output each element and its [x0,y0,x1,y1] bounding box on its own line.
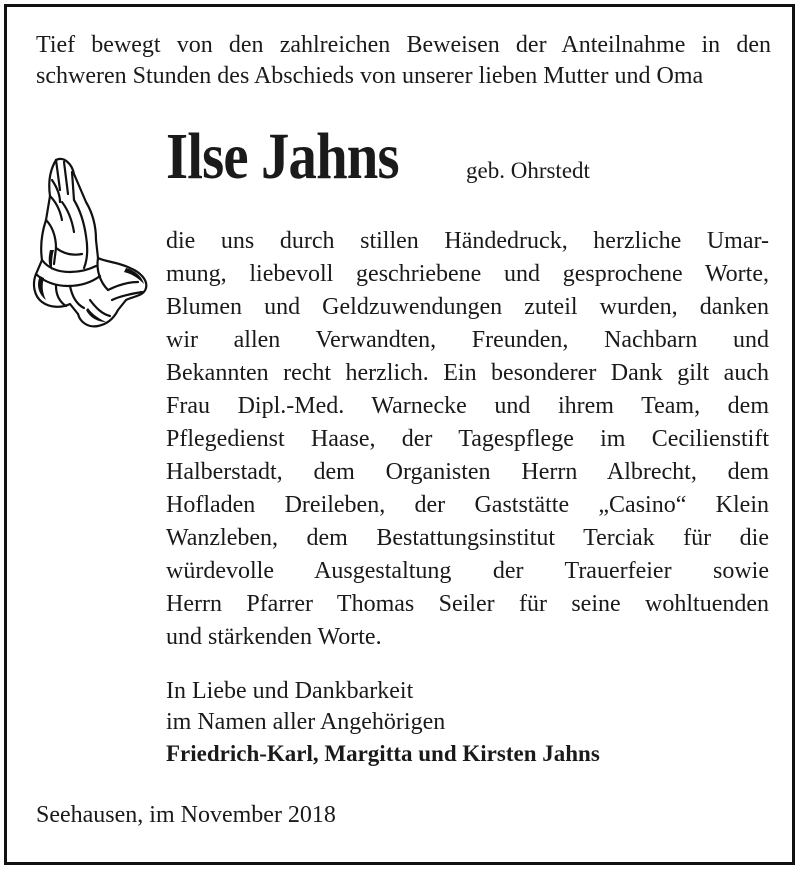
thanks-line: und stärkenden Worte. [166,624,382,650]
thanks-line: Bekannten recht herzlich. Ein besonderer Dank gilt auch [166,360,769,386]
thanks-line: Halberstadt, dem Organisten Herrn Albrecht, dem [166,459,769,485]
place-date: Seehausen, im November 2018 [36,802,336,828]
thanks-line: mung, liebevoll geschriebene und gesprochene Worte, [166,261,769,287]
thanks-line: die uns durch stillen Händedruck, herzliche Umar- [166,228,769,254]
closing-line: In Liebe und Dankbarkeit [166,678,414,704]
signers: Friedrich-Karl, Margitta und Kirsten Jahns [166,741,600,766]
birth-name: geb. Ohrstedt [466,158,590,183]
thanks-line: Blumen und Geldzuwendungen zuteil wurden, danken [166,294,769,320]
thanks-line: Hofladen Dreileben, der Gaststätte „Casino“ Klein [166,492,769,518]
thanks-text [166,225,769,654]
thanks-line: Wanzleben, dem Bestattungsinstitut Terciak für die [166,525,769,551]
closing-block [166,676,600,769]
thanks-line: Frau Dipl.-Med. Warnecke und ihrem Team, dem [166,393,769,419]
thanks-line: Pflegedienst Haase, der Tagespflege im Cecilienstift [166,426,769,452]
thanks-line: würdevolle Ausgestaltung der Trauerfeier sowie [166,558,769,584]
name-row [166,120,590,193]
deceased-name: Ilse Jahns [166,120,399,193]
thanks-line: Herrn Pfarrer Thomas Seiler für seine wohltuenden [166,591,769,617]
praying-hands-icon [26,150,152,332]
closing-line: im Namen aller Angehörigen [166,709,446,735]
intro-text: Tief bewegt von den zahlreichen Beweisen der Anteilnahme in den schweren Stunden des Abschieds von unserer lieben Mutter und Oma [36,32,771,89]
thanks-line: wir allen Verwandten, Freunden, Nachbarn und [166,327,769,353]
